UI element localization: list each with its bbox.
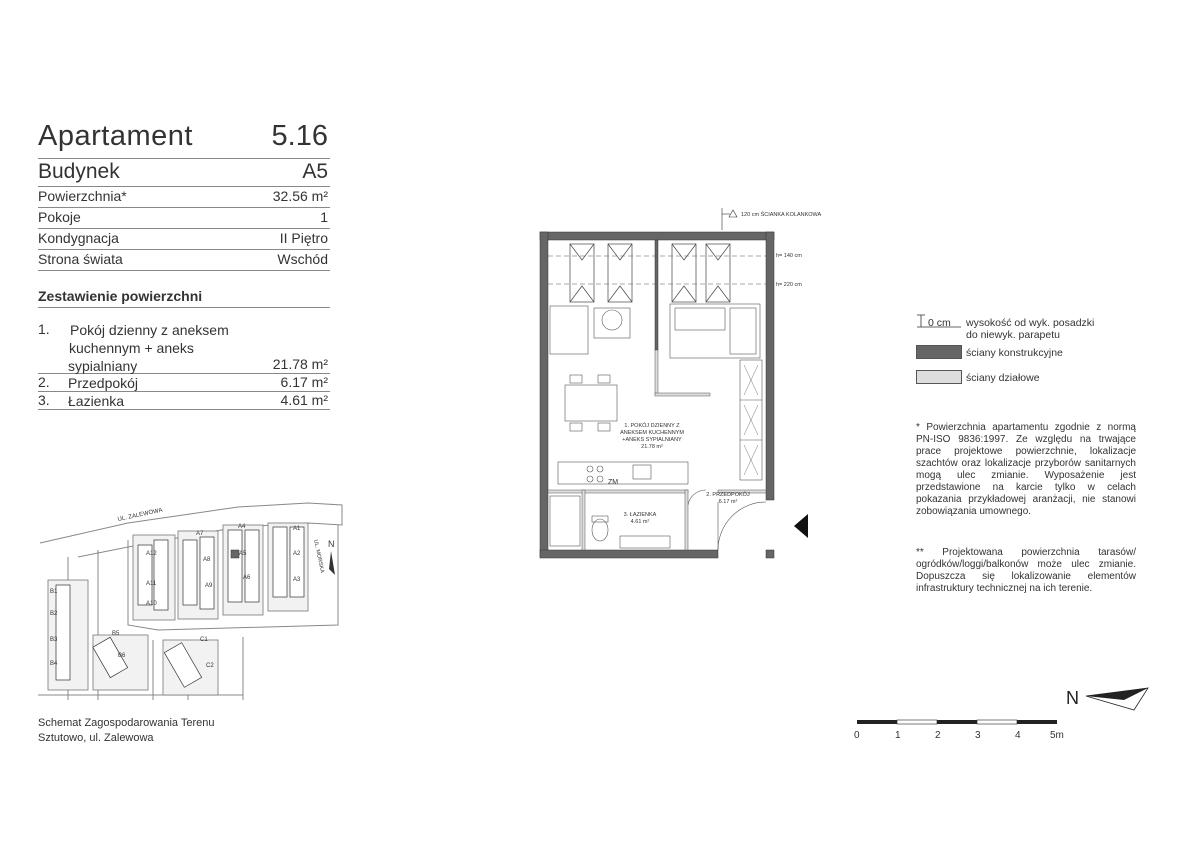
room1-label: 1. POKÓJ DZIENNY Z (624, 423, 680, 429)
room3-label: 3. ŁAZIENKA (623, 512, 657, 518)
property-value: 32.56 m² (272, 188, 328, 204)
floor-plan (530, 200, 860, 570)
svg-text:C2: C2 (206, 663, 214, 669)
svg-text:B6: B6 (118, 653, 126, 659)
svg-text:C1: C1 (200, 637, 208, 643)
room-name: Łazienka (68, 393, 125, 409)
room-area: 21.78 m² (272, 356, 328, 372)
svg-text:A10: A10 (146, 601, 157, 607)
legend-height (916, 314, 1136, 340)
site-plan (38, 495, 348, 710)
scale-bar (852, 718, 1064, 742)
height-140-label: h= 140 cm (776, 253, 802, 259)
room-name: Pokój dzienny z aneksem kuchennym + aneks sypialniany (68, 322, 229, 374)
north-indicator (1064, 684, 1154, 714)
building-label: Budynek (38, 160, 120, 183)
svg-text:A5: A5 (239, 551, 247, 557)
room-row-bathroom (38, 392, 330, 410)
room-area: 4.61 m² (280, 392, 328, 408)
site-plan-caption: Schemat Zagospodarowania Terenu Sztutowo, ul. Zalewowa (38, 717, 215, 744)
property-row-area (38, 187, 330, 208)
building-value: A5 (302, 160, 328, 183)
property-value: II Piętro (279, 230, 328, 246)
property-row-orientation (38, 250, 330, 271)
room-number: 1. (38, 321, 50, 337)
svg-text:6.17 m²: 6.17 m² (718, 499, 738, 505)
svg-text:4.61 m²: 4.61 m² (630, 519, 650, 525)
room-name: Przedpokój (68, 375, 139, 391)
entrance-arrow-icon (794, 514, 808, 538)
svg-text:A9: A9 (205, 583, 213, 589)
svg-text:+ANEKS SYPIALNIANY: +ANEKS SYPIALNIANY (622, 437, 682, 443)
scale-label-2: 2 (935, 730, 941, 741)
property-value: Wschód (277, 251, 328, 267)
room2-label: 2. PRZEDPOKÓJ (706, 492, 750, 498)
svg-text:A4: A4 (238, 524, 246, 530)
height-marker-value: 0 cm (928, 317, 951, 329)
highlight-building-marker (231, 550, 239, 558)
scale-label-4: 4 (1015, 730, 1021, 741)
svg-text:A1: A1 (293, 526, 301, 532)
structural-swatch (916, 345, 962, 359)
terrace-note: ** Projektowana powierzchnia tarasów/ ogródków/loggi/balkonów może ulec zmianie. Dopuszcza się lokalizowanie elementów infrastruktury technicznej na ich terenie. (916, 547, 1136, 594)
legend-partition (916, 370, 1136, 386)
partition-swatch (916, 370, 962, 384)
property-label: Pokoje (38, 209, 81, 225)
property-label: Kondygnacja (38, 230, 119, 246)
room-row-hall (38, 374, 330, 392)
svg-text:B2: B2 (50, 611, 58, 617)
apartment-title-row (38, 120, 330, 159)
scale-label-0: 0 (854, 730, 860, 741)
svg-text:B4: B4 (50, 661, 58, 667)
site-north-label: N (328, 539, 335, 549)
property-label: Powierzchnia* (38, 188, 127, 204)
north-arrow-icon (1086, 688, 1148, 700)
room-row-living (38, 321, 330, 374)
north-letter: N (1066, 688, 1079, 708)
svg-text:21.78 m²: 21.78 m² (641, 444, 663, 450)
svg-text:A6: A6 (243, 575, 251, 581)
room-area: 6.17 m² (280, 374, 328, 390)
svg-text:A2: A2 (293, 551, 301, 557)
scale-label-5: 5m (1050, 730, 1064, 741)
property-row-floor (38, 229, 330, 250)
structural-label: ściany konstrukcyjne (966, 347, 1063, 359)
property-value: 1 (320, 209, 328, 225)
height-marker-text: wysokość od wyk. posadzki do niewyk. parapetu (966, 317, 1095, 341)
property-row-rooms (38, 208, 330, 229)
room-number: 2. (38, 374, 50, 390)
legend-structural (916, 345, 1136, 361)
svg-text:UL. ZALEWOWA: UL. ZALEWOWA (117, 507, 164, 523)
height-220-label: h= 220 cm (776, 282, 802, 288)
svg-text:B3: B3 (50, 637, 58, 643)
svg-text:A7: A7 (196, 531, 204, 537)
apartment-title: Apartament (38, 120, 193, 152)
svg-text:A11: A11 (146, 581, 157, 587)
knee-wall-annotation: 120 cm ŚCIANKA KOLANKOWA (741, 212, 822, 218)
svg-text:UL. MORSKA: UL. MORSKA (312, 539, 325, 574)
apartment-number: 5.16 (271, 120, 328, 152)
zm-label: ZM (608, 479, 619, 486)
svg-text:B1: B1 (50, 589, 58, 595)
area-note: * Powierzchnia apartamentu zgodnie z normą PN-ISO 9836:1997. Ze względu na trwające prace projektowe powierzchnie, lokalizacje szachtów oraz lokalizacje przyborów sanitarnych mogą ulec zmianie. Wyposażenie jest przedstawione na karcie tylko w celach pokazania przykładowej aranżacji, nie stanowi zobowiązania umownego. (916, 422, 1136, 517)
scale-label-3: 3 (975, 730, 981, 741)
building-row (38, 160, 330, 187)
scale-label-1: 1 (895, 730, 901, 741)
partition-label: ściany działowe (966, 372, 1040, 384)
property-label: Strona świata (38, 251, 123, 267)
room-number: 3. (38, 392, 50, 408)
site-north-arrow-icon (329, 551, 335, 575)
svg-text:A12: A12 (146, 551, 157, 557)
area-summary-title: Zestawienie powierzchni (38, 288, 330, 308)
svg-text:B5: B5 (112, 631, 120, 637)
svg-text:A3: A3 (293, 577, 301, 583)
svg-text:ANEKSEM KUCHENNYM: ANEKSEM KUCHENNYM (620, 430, 684, 436)
svg-text:A8: A8 (203, 557, 211, 563)
